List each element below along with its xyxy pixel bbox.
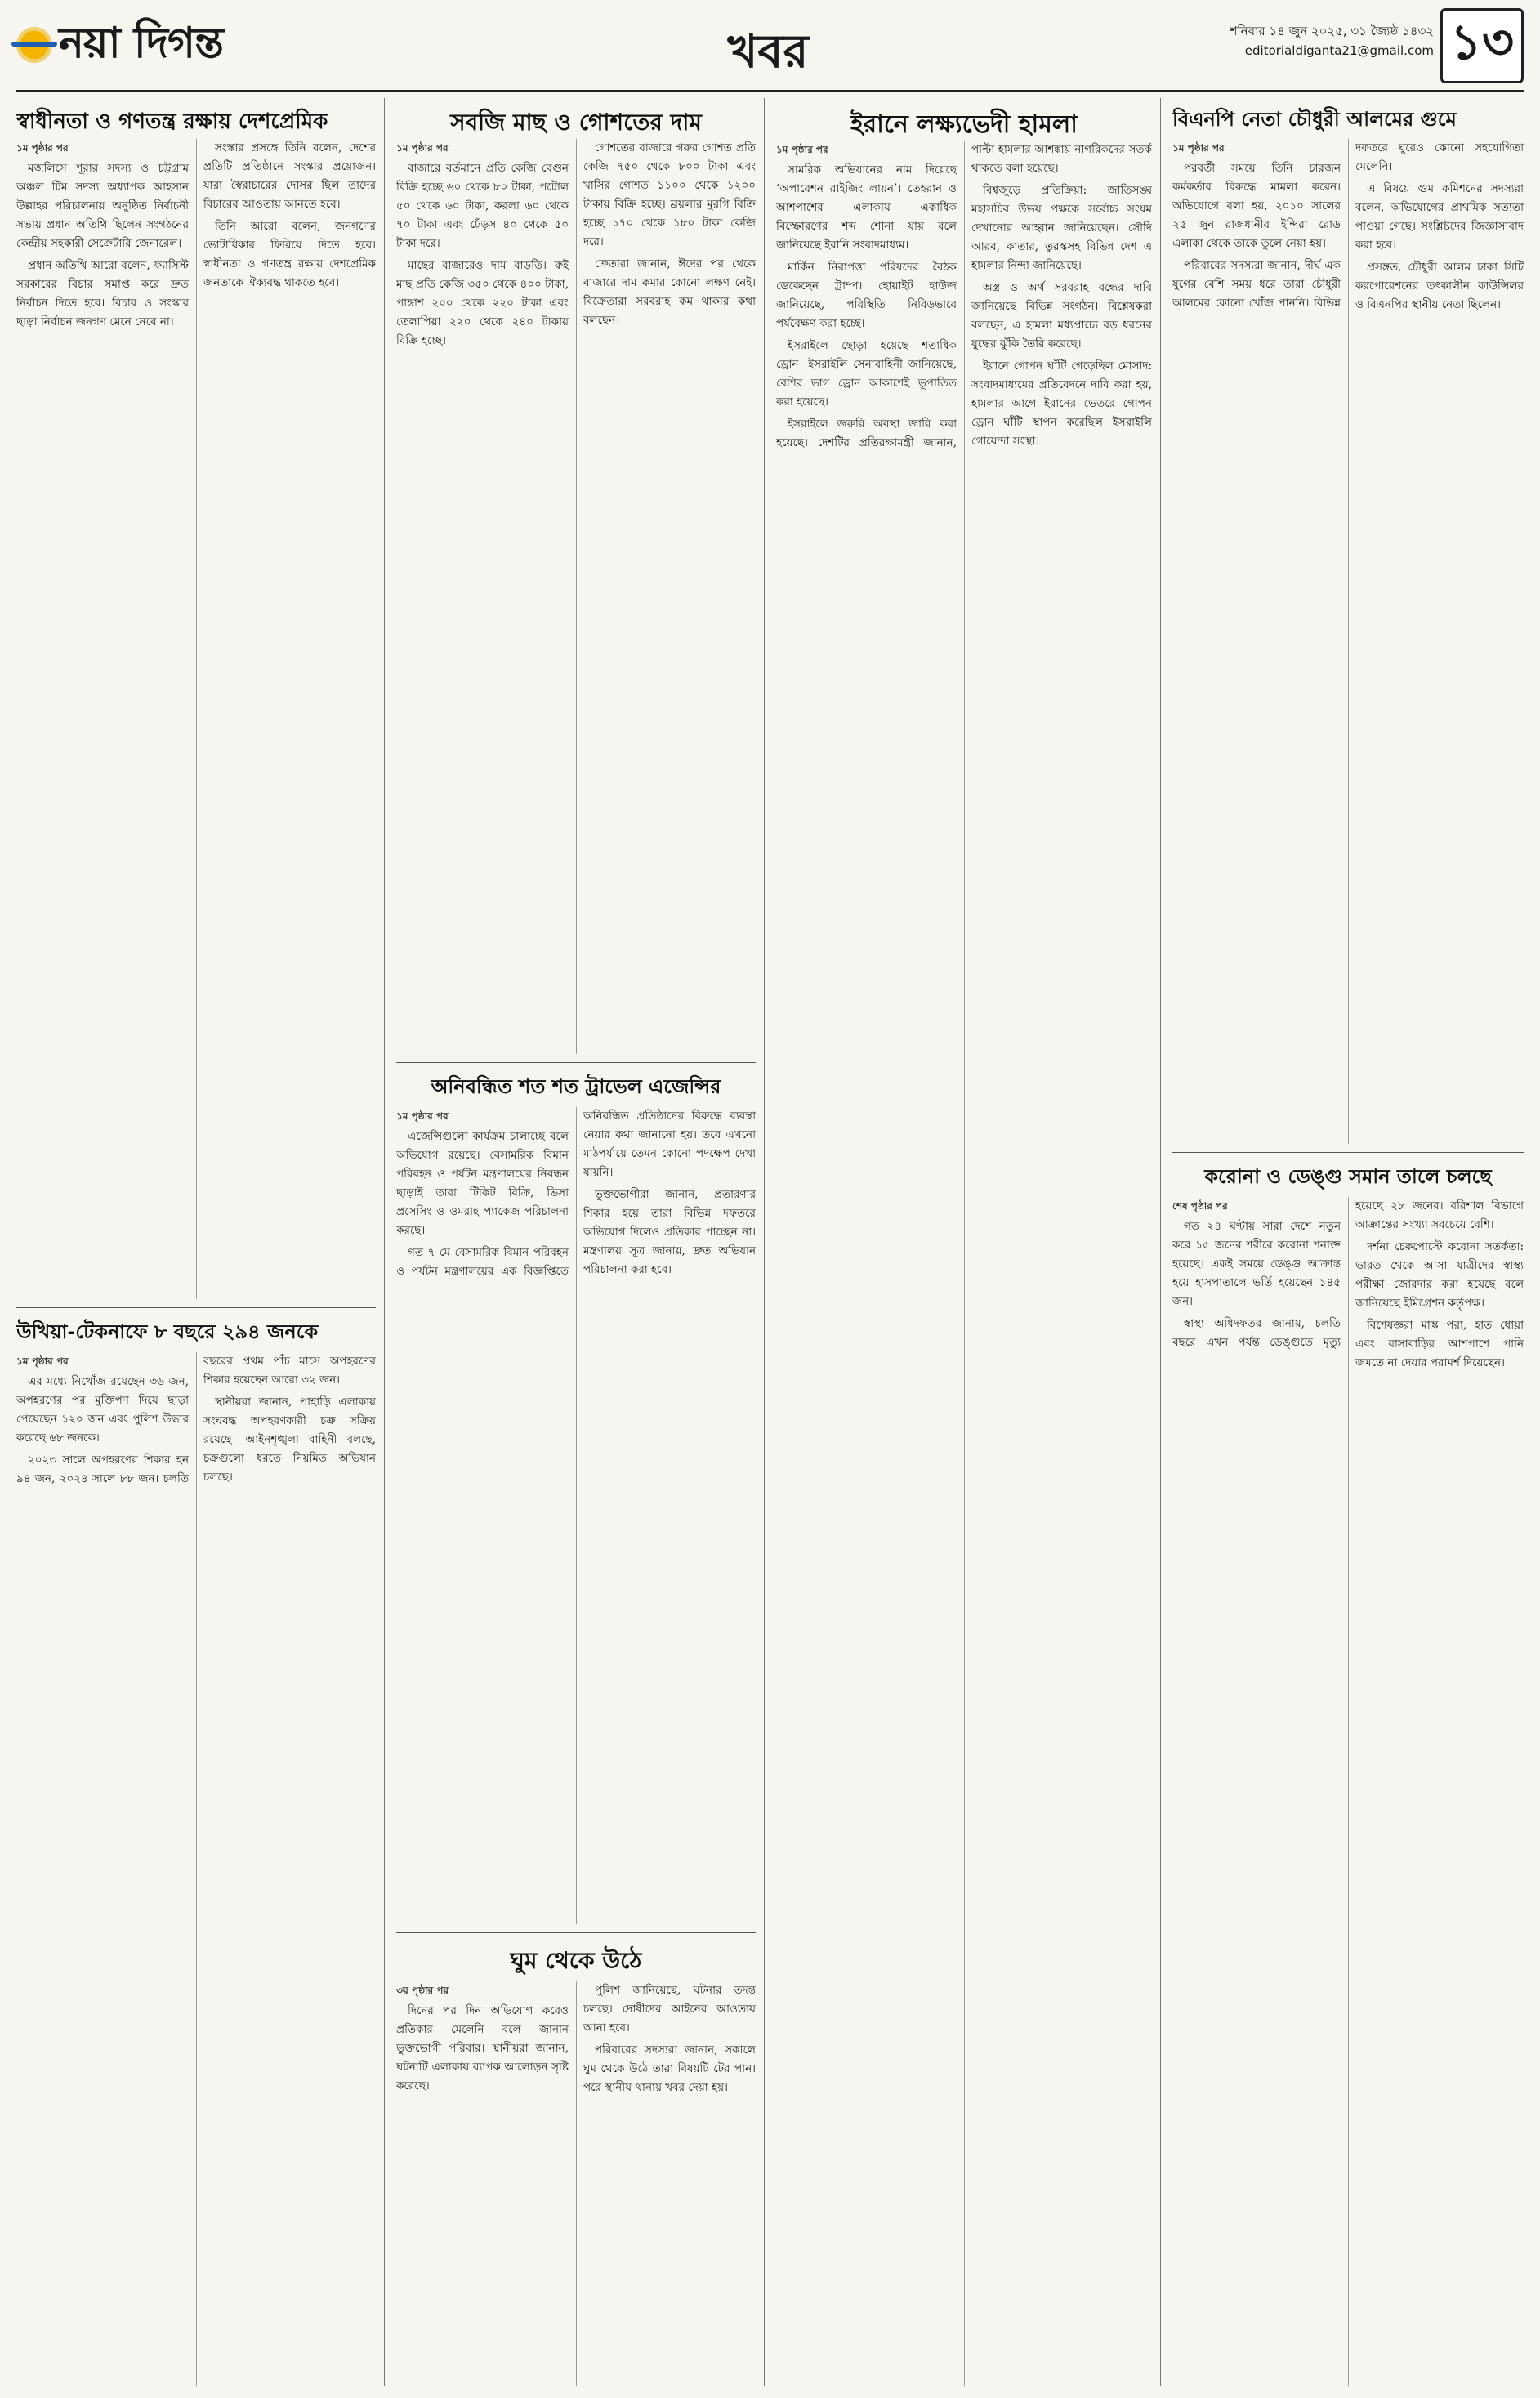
story-paragraph: এ বিষয়ে গুম কমিশনের সদস্যরা বলেন, অভিযোগের প্রাথমিক সত্যতা পাওয়া গেছে। সংশ্লিষ্টদের জিজ্ঞাসাবাদ করা হবে। <box>1355 182 1524 252</box>
story-kicker: ১ম পৃষ্ঠার পর <box>1172 142 1225 154</box>
story-kicker: ৩য় পৃষ্ঠার পর <box>396 1985 449 1996</box>
story-paragraph: সামরিক অভিযানের নাম দিয়েছে ‘অপারেশন রাইজিং লায়ন’। তেহরান ও আশপাশের এলাকায় একাধিক বিস্ফোরণের শব্দ শোনা যায় বলে জানিয়েছে ইরানি সংবাদমাধ্যম। <box>776 163 957 252</box>
masthead <box>16 0 1524 92</box>
newspaper-logo <box>16 15 261 75</box>
story-paragraph: বাজারে বর্তমানে প্রতি কেজি বেগুন বিক্রি হচ্ছে ৬০ থেকে ৮০ টাকা, পটোল ৫০ থেকে ৬০ টাকা, করলা ৬০ থেকে ৭০ টাকা এবং ঢেঁড়স ৪০ থেকে ৫০ টাকা দরে। <box>396 162 569 250</box>
sun-logo-icon <box>16 27 52 63</box>
date-text: শনিবার ১৪ জুন ২০২৫, ৩১ জ্যৈষ্ঠ ১৪৩২ <box>1230 24 1434 38</box>
headline-sleep: ঘুম থেকে উঠে <box>510 1947 642 1974</box>
column-divider <box>764 98 765 2386</box>
logo-text: নয়া দিগন্ত <box>59 18 223 68</box>
story-kicker: শেষ পৃষ্ঠার পর <box>1172 1200 1228 1212</box>
headline-iran: ইরানে লক্ষ্যভেদী হামলা <box>850 110 1078 139</box>
story-divider <box>396 1932 756 1933</box>
story-paragraph: মজলিসে শূরার সদস্য ও চট্টগ্রাম অঞ্চল টিম সদস্য অধ্যাপক আহসান উল্লাহর পরিচালনায় অনুষ্ঠিত নির্বাচনী সভায় প্রধান অতিথি ছিলেন সংগঠনের কেন্দ্রীয় সহকারী সেক্রেটারি জেনারেল। <box>16 162 189 250</box>
story-ukhia <box>16 1352 376 2386</box>
story-divider <box>396 1062 756 1063</box>
story-paragraph: পরবর্তী সময়ে তিনি চারজন কর্মকর্তার বিরুদ্ধে মামলা করেন। অভিযোগে বলা হয়, ২০১০ সালের ২৫ জুন রাজধানীর ইন্দিরা রোড এলাকা থেকে তাকে তুলে নেয়া হয়। <box>1172 162 1341 250</box>
story-kicker: ১ম পৃষ্ঠার পর <box>16 1355 69 1367</box>
story-paragraph: পুলিশ জানিয়েছে, ঘটনার তদন্ত চলছে। দোষীদের আইনের আওতায় আনা হবে। <box>583 1984 756 2034</box>
page-number: ১৩ <box>1440 8 1524 83</box>
headline-ukhia: উখিয়া-টেকনাফে ৮ বছরে ২৯৪ জনকে <box>16 1320 319 1343</box>
dateline <box>1230 21 1434 60</box>
story-paragraph: প্রসঙ্গত, চৌধুরী আলম ঢাকা সিটি করপোরেশনের তৎকালীন কাউন্সিলর ও বিএনপির স্থানীয় নেতা ছিলেন। <box>1355 261 1524 311</box>
story-bnp <box>1172 139 1524 1144</box>
story-paragraph: এজেন্সিগুলো কার্যক্রম চালাচ্ছে বলে অভিযোগ রয়েছে। বেসামরিক বিমান পরিবহন ও পর্যটন মন্ত্রণালয়ের নিবন্ধন ছাড়াই তারা টিকিট বিক্রি, ভিসা প্রসেসিং ও ওমরাহ প্যাকেজ পরিচালনা করছে। <box>396 1130 569 1237</box>
story-paragraph: ভুক্তভোগীরা জানান, প্রতারণার শিকার হয়ে তারা বিভিন্ন দফতরে অভিযোগ দিলেও প্রতিকার পাচ্ছেন না। মন্ত্রণালয় সূত্র জানায়, দ্রুত অভিযান পরিচালনা করা হবে। <box>583 1188 756 1276</box>
story-paragraph: পরিবারের সদস্যরা জানান, দীর্ঘ এক যুগের বেশি সময় ধরে তারা চৌধুরী আলমের কোনো খোঁজ পাননি। বিভিন্ন দফতরে ঘুরেও কোনো সহযোগিতা মেলেনি। <box>1172 141 1524 310</box>
story-independence <box>16 139 376 1299</box>
story-paragraph: ইরানে গোপন ঘাঁটি গেড়েছিল মোসাদ: সংবাদমাধ্যমের প্রতিবেদনে দাবি করা হয়, হামলার আগে ইরানের ভেতরে গোপন ড্রোন ঘাঁটি স্থাপন করেছিল ইসরাইলি গোয়েন্দা সংস্থা। <box>971 359 1152 448</box>
story-covid <box>1172 1197 1524 2386</box>
story-paragraph: ইসরাইলে ছোড়া হয়েছে শতাধিক ড্রোন। ইসরাইলি সেনাবাহিনী জানিয়েছে, বেশির ভাগ ড্রোন আকাশেই ভূপাতিত করা হয়েছে। <box>776 339 957 409</box>
story-paragraph: তিনি আরো বলেন, জনগণের ভোটাধিকার ফিরিয়ে দিতে হবে। স্বাধীনতা ও গণতন্ত্র রক্ষায় দেশপ্রেমিক জনতাকে ঐক্যবদ্ধ থাকতে হবে। <box>203 220 376 289</box>
column-divider <box>384 98 385 2386</box>
story-travel <box>396 1107 756 1924</box>
story-divider <box>1172 1152 1524 1153</box>
headline-bnp: বিএনপি নেতা চৌধুরী আলমের গুমে <box>1172 108 1457 131</box>
story-paragraph: এর মধ্যে নিখোঁজ রয়েছেন ৩৬ জন, অপহরণের পর মুক্তিপণ দিয়ে ছাড়া পেয়েছেন ১২০ জন এবং পুলিশ উদ্ধার করেছে ৬৮ জনকে। <box>16 1375 189 1445</box>
story-kicker: ১ম পৃষ্ঠার পর <box>396 142 449 154</box>
story-paragraph: স্থানীয়রা জানান, পাহাড়ি এলাকায় সংঘবদ্ধ অপহরণকারী চক্র সক্রিয় রয়েছে। আইনশৃঙ্খলা বাহিনী বলছে, চক্রগুলো ধরতে নিয়মিত অভিযান চলছে। <box>203 1395 376 1484</box>
story-paragraph: বিশেষজ্ঞরা মাস্ক পরা, হাত ধোয়া এবং বাসাবাড়ির আশপাশে পানি জমতে না দেয়ার পরামর্শ দিয়েছেন। <box>1355 1319 1524 1369</box>
story-paragraph: মার্কিন নিরাপত্তা পরিষদের বৈঠক ডেকেছেন ট্রাম্প। হোয়াইট হাউজ জানিয়েছে, পরিস্থিতি নিবিড়ভাবে পর্যবেক্ষণ করা হচ্ছে। <box>776 261 957 330</box>
column-divider <box>1160 98 1161 2386</box>
story-paragraph: স্বাস্থ্য অধিদফতর জানায়, চলতি বছরে এখন পর্যন্ত ডেঙ্গুতে মৃত্যু হয়েছে ২৮ জনের। বরিশাল বিভাগে আক্রান্তের সংখ্যা সবচেয়ে বেশি। <box>1172 1199 1524 1349</box>
story-paragraph: পরিবারের সদস্যরা জানান, সকালে ঘুম থেকে উঠে তারা বিষয়টি টের পান। পরে স্থানীয় থানায় খবর দেয়া হয়। <box>583 2043 756 2094</box>
story-paragraph: সংস্কার প্রসঙ্গে তিনি বলেন, দেশের প্রতিটি প্রতিষ্ঠানে সংস্কার প্রয়োজন। যারা স্বৈরাচারের দোসর ছিল তাদের বিচারের আওতায় আনতে হবে। <box>203 141 376 211</box>
story-iran <box>776 141 1152 2386</box>
story-paragraph: গত ৭ মে বেসামরিক বিমান পরিবহন ও পর্যটন মন্ত্রণালয়ের এক বিজ্ঞপ্তিতে অনিবন্ধিত প্রতিষ্ঠানের বিরুদ্ধে ব্যবস্থা নেয়ার কথা জানানো হয়। তবে এখনো মাঠপর্যায়ে তেমন কোনো পদক্ষেপ দেখা যায়নি। <box>396 1110 756 1278</box>
story-paragraph: দর্শনা চেকপোস্টে করোনা সতর্কতা: ভারত থেকে আসা যাত্রীদের স্বাস্থ্য পরীক্ষা জোরদার করা হয়েছে বলে জানিয়েছে ইমিগ্রেশন কর্তৃপক্ষ। <box>1355 1240 1524 1310</box>
email-text: editorialdiganta21@gmail.com <box>1244 43 1434 58</box>
headline-travel: অনিবন্ধিত শত শত ট্রাভেল এজেন্সির <box>431 1075 721 1098</box>
story-paragraph: প্রধান অতিথি আরো বলেন, ফ্যাসিস্ট সরকারের বিচার সমাপ্ত করে দ্রুত নির্বাচন দিতে হবে। বিচার ও সংস্কার ছাড়া নির্বাচন জনগণ মেনে নেবে না। <box>16 259 189 328</box>
story-paragraph: ২০২৩ সালে অপহরণের শিকার হন ৯৪ জন, ২০২৪ সালে ৮৮ জন। চলতি বছরের প্রথম পাঁচ মাসে অপহরণের শিকার হয়েছেন আরো ৩২ জন। <box>16 1355 376 1485</box>
story-kicker: ১ম পৃষ্ঠার পর <box>776 144 828 155</box>
story-paragraph: ক্রেতারা জানান, ঈদের পর থেকে বাজারে দাম কমার কোনো লক্ষণ নেই। বিক্রেতারা সরবরাহ কম থাকার কথা বলছেন। <box>583 257 756 327</box>
story-kicker: ১ম পৃষ্ঠার পর <box>396 1110 449 1122</box>
story-paragraph: গোশতের বাজারে গরুর গোশত প্রতি কেজি ৭৫০ থেকে ৮০০ টাকা এবং খাসির গোশত ১১০০ থেকে ১২০০ টাকায় বিক্রি হচ্ছে। ব্রয়লার মুরগি বিক্রি হচ্ছে ১৭০ থেকে ১৮০ টাকা কেজি দরে। <box>583 141 756 248</box>
story-divider <box>16 1307 376 1308</box>
story-market <box>396 139 756 1054</box>
story-paragraph: বিশ্বজুড়ে প্রতিক্রিয়া: জাতিসঙ্ঘ মহাসচিব উভয় পক্ষকে সর্বোচ্চ সংযম দেখানোর আহ্বান জানিয়েছেন। সৌদি আরব, কাতার, তুরস্কসহ বিভিন্ন দেশ এ হামলার নিন্দা জানিয়েছে। <box>971 184 1152 272</box>
story-sleep <box>396 1981 756 2386</box>
section-title: খবর <box>727 25 809 78</box>
story-kicker: ১ম পৃষ্ঠার পর <box>16 142 69 154</box>
story-paragraph: দিনের পর দিন অভিযোগ করেও প্রতিকার মেলেনি বলে জানান ভুক্তভোগী পরিবার। স্থানীয়রা জানান, ঘটনাটি এলাকায় ব্যাপক আলোড়ন সৃষ্টি করেছে। <box>396 2004 569 2092</box>
story-paragraph: মাছের বাজারেও দাম বাড়তি। রুই মাছ প্রতি কেজি ৩৫০ থেকে ৪০০ টাকা, পাঙ্গাশ ২০০ থেকে ২২০ টাকা এবং তেলাপিয়া ২২০ থেকে ২৪০ টাকায় বিক্রি হচ্ছে। <box>396 259 569 347</box>
story-paragraph: ইসরাইলে জরুরি অবস্থা জারি করা হয়েছে। দেশটির প্রতিরক্ষামন্ত্রী জানান, পাল্টা হামলার আশঙ্কায় নাগরিকদের সতর্ক থাকতে বলা হয়েছে। <box>776 143 1152 449</box>
headline-independence: স্বাধীনতা ও গণতন্ত্র রক্ষায় দেশপ্রেমিক <box>16 109 328 134</box>
headline-market: সবজি মাছ ও গোশতের দাম <box>450 109 702 136</box>
story-paragraph: গত ২৪ ঘণ্টায় সারা দেশে নতুন করে ১৫ জনের শরীরে করোনা শনাক্ত হয়েছে। একই সময়ে ডেঙ্গু আক্রান্ত হয়ে হাসপাতালে ভর্তি হয়েছেন ১৪৫ জন। <box>1172 1220 1341 1308</box>
story-paragraph: অস্ত্র ও অর্থ সরবরাহ বন্ধের দাবি জানিয়েছে বিভিন্ন সংগঠন। বিশ্লেষকরা বলছেন, এ হামলা মধ্যপ্রাচ্যে বড় ধরনের যুদ্ধের ঝুঁকি তৈরি করেছে। <box>971 281 1152 351</box>
headline-covid: করোনা ও ডেঙ্গু সমান তালে চলছে <box>1204 1165 1492 1188</box>
